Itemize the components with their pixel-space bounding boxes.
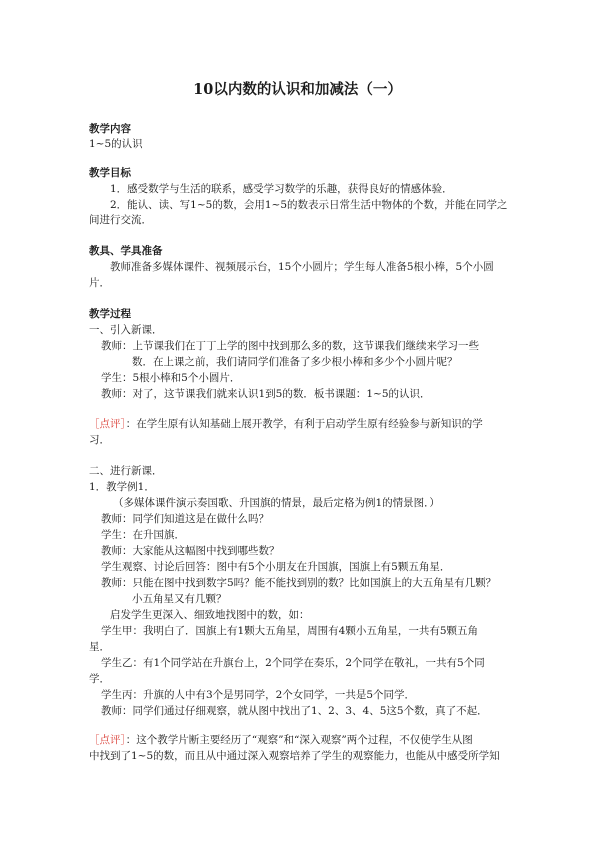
part-title: 一、引入新课． bbox=[89, 324, 163, 336]
comment-line bbox=[89, 733, 473, 747]
content-text: 1~5的认识 bbox=[89, 138, 143, 150]
example-title: 1．教学例1． bbox=[89, 481, 155, 493]
part-title: 二、进行新课． bbox=[89, 465, 163, 477]
dialog-line: 学生乙：有1个同学站在升旗台上，2个同学在奏乐，2个同学在敬礼，一共有5个同 bbox=[101, 657, 485, 669]
comment-tag: ［点评］ bbox=[89, 734, 126, 746]
comment-tag: ［点评］ bbox=[89, 418, 126, 430]
dialog-line: 教师：大家能从这幅图中找到哪些数？ bbox=[101, 545, 280, 557]
prep-text-cont: 片． bbox=[89, 277, 110, 289]
prep-text: 教师准备多媒体课件、视频展示台，15个小圆片；学生每人准备5根小棒，5个小圆 bbox=[110, 261, 494, 273]
goal-item: 1．感受数学与生活的联系，感受学习数学的乐趣，获得良好的情感体验． bbox=[110, 183, 453, 195]
dialog-line: 教师：同学们通过仔细观察，就从图中找出了1、2、3、4、5这5个数，真了不起． bbox=[101, 705, 488, 717]
dialog-line: 启发学生更深入、细致地找图中的数，如： bbox=[110, 609, 310, 621]
goal-item: 2．能认、读、写1~5的数，会用1~5的数表示日常生活中物体的个数，并能在同学之 bbox=[110, 199, 508, 211]
dialog-line: 教师：上节课我们在丁丁上学的图中找到那么多的数，这节课我们继续来学习一些 bbox=[101, 340, 479, 352]
comment-line bbox=[89, 417, 483, 431]
dialog-line: 教师：对了，这节课我们就来认识1到5的数．板书课题：1~5的认识． bbox=[101, 388, 431, 400]
dialog-line: （多媒体课件演示奏国歌、升国旗的情景，最后定格为例1的情景图．） bbox=[113, 497, 440, 509]
dialog-line: 学生甲：我明白了．国旗上有1颗大五角星，周围有4颗小五角星，一共有5颗五角 bbox=[101, 625, 479, 637]
section-heading-content: 教学内容 bbox=[89, 123, 131, 135]
section-heading-process: 教学过程 bbox=[89, 308, 131, 320]
dialog-line: 教师：只能在图中找到数字5吗？能不能找到别的数？比如国旗上的大五角星有几颗？ bbox=[101, 577, 497, 589]
dialog-line: 数．在上课之前，我们请同学们准备了多少根小棒和多少个小圆片呢？ bbox=[132, 356, 458, 368]
section-heading-prep: 教具、学具准备 bbox=[89, 245, 163, 257]
goal-item-cont: 间进行交流． bbox=[89, 214, 152, 226]
dialog-line: 学生：5根小棒和5个小圆片． bbox=[101, 372, 241, 384]
comment-text-cont: 习． bbox=[89, 434, 110, 446]
dialog-line: 学生观察、讨论后回答：图中有5个小朋友在升国旗，国旗上有5颗五角星． bbox=[101, 561, 451, 573]
dialog-line: 学生：在升国旗． bbox=[101, 529, 185, 541]
dialog-line-cont: 星． bbox=[89, 641, 110, 653]
comment-text: ：这个教学片断主要经历了“观察”和“深入观察”两个过程，不仅使学生从图 bbox=[125, 734, 473, 746]
dialog-line: 小五角星又有几颗？ bbox=[132, 593, 227, 605]
section-heading-goals: 教学目标 bbox=[89, 167, 131, 179]
dialog-line: 教师：同学们知道这是在做什么吗？ bbox=[101, 513, 269, 525]
dialog-line: 学生丙：升旗的人中有3个是男同学，2个女同学，一共是5个同学． bbox=[101, 689, 416, 701]
page-title: 10以内数的认识和加减法（一） bbox=[193, 81, 402, 98]
comment-text: ：在学生原有认知基础上展开教学，有利于启动学生原有经验参与新知识的学 bbox=[125, 418, 483, 430]
comment-text-cont: 中找到了1~5的数，而且从中通过深入观察培养了学生的观察能力，也能从中感受所学知 bbox=[89, 750, 500, 762]
dialog-line-cont: 学． bbox=[89, 673, 110, 685]
